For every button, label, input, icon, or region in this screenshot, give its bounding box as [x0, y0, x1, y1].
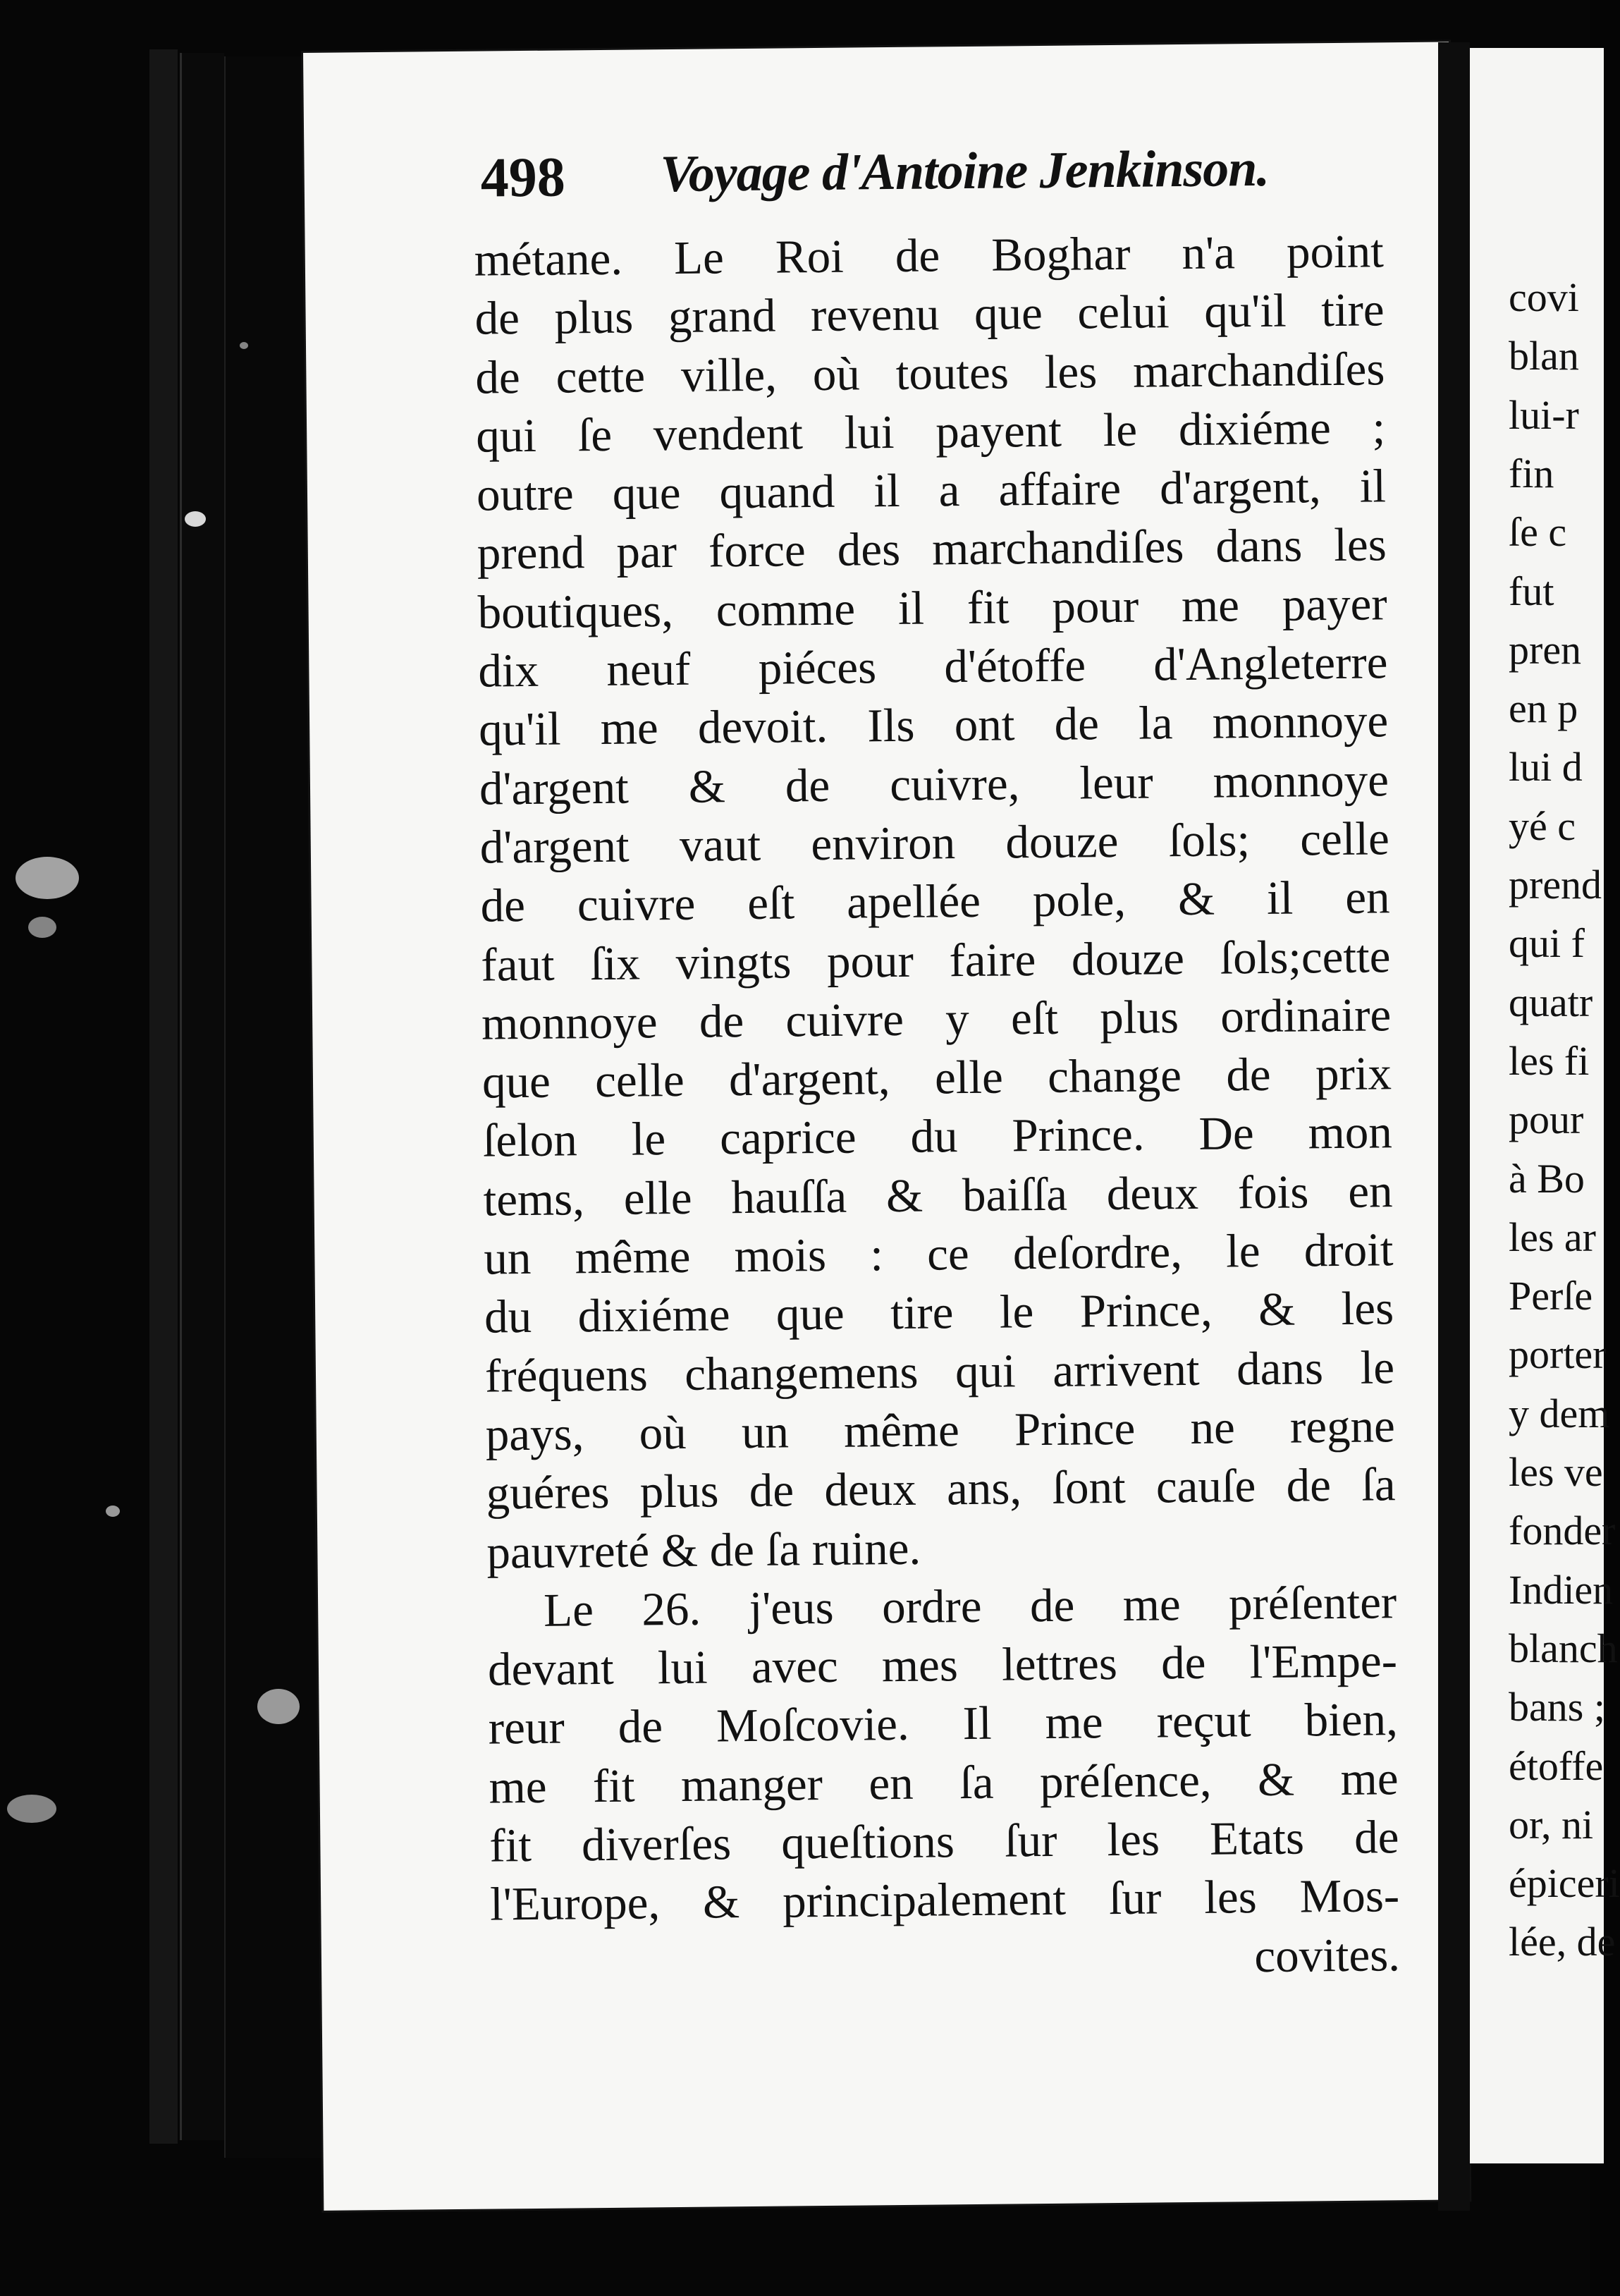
dust-speck	[28, 917, 56, 938]
next-page-line: les ve	[1509, 1449, 1603, 1495]
next-page-line: pour	[1509, 1097, 1584, 1143]
dust-speck	[106, 1506, 120, 1517]
running-title: Voyage d'Antoine Jenkinson.	[660, 139, 1270, 204]
dust-speck	[257, 1689, 300, 1724]
next-page-line: fut	[1509, 568, 1554, 614]
next-page-line: qui f	[1509, 920, 1585, 967]
next-page-fragment	[1470, 48, 1620, 2163]
next-page-line: les ar	[1509, 1214, 1596, 1260]
next-page-line: lui d	[1509, 744, 1583, 790]
binding-edge	[149, 49, 178, 2144]
page-fore-edge	[1438, 42, 1470, 2211]
text-line: boutiques, comme il fit pour me payer	[477, 578, 1387, 639]
next-page-line: covi	[1509, 274, 1579, 320]
next-page-line: en p	[1509, 685, 1578, 732]
text-line: qu'il me devoit. Ils ont de la monnoye	[478, 695, 1389, 757]
text-line: de cette ville, où toutes les marchandiſes	[475, 342, 1385, 404]
binding-spine	[180, 53, 224, 2140]
next-page-line: fonder	[1509, 1508, 1616, 1554]
next-page-line: pren	[1509, 626, 1582, 673]
dust-speck	[240, 342, 248, 349]
next-page-line: quatr	[1509, 979, 1593, 1025]
text-line: tems, elle hauſſa & baiſſa deux fois en	[483, 1164, 1393, 1226]
text-line: de cuivre eſt apellée pole, & il en	[480, 871, 1390, 932]
body-text	[474, 222, 1400, 1993]
next-page-line: ſe c	[1509, 509, 1567, 556]
next-page-line: étoffe	[1509, 1742, 1604, 1789]
text-line: d'argent vaut environ douze ſols; celle	[479, 812, 1390, 874]
text-line: pauvreté & de ſa ruine.	[486, 1522, 921, 1579]
next-page-line: à Bo	[1509, 1155, 1585, 1202]
next-page-line: blanch	[1509, 1625, 1618, 1671]
text-line: qui ſe vendent lui payent le dixiéme ;	[475, 401, 1386, 463]
next-page-line: les fi	[1509, 1037, 1590, 1084]
next-page-line: fin	[1509, 450, 1554, 496]
text-line: dix neuf piéces d'étoffe d'Angleterre	[478, 636, 1388, 697]
text-line: un même mois : ce deſordre, le droit	[484, 1223, 1394, 1285]
next-page-line: y dem	[1509, 1390, 1610, 1436]
text-line: pays, où un même Prince ne regne	[485, 1400, 1396, 1461]
text-line: du dixiéme que tire le Prince, & les	[484, 1282, 1394, 1343]
text-line: métane. Le Roi de Boghar n'a point	[474, 225, 1385, 286]
book-page	[303, 42, 1469, 2210]
text-line: ſelon le caprice du Prince. De mon	[482, 1106, 1393, 1168]
text-line: covites.	[1254, 1928, 1401, 1982]
next-page-line: lée, de	[1509, 1919, 1616, 1965]
next-page-line: or, ni	[1509, 1801, 1594, 1848]
next-page-line: porter	[1509, 1331, 1607, 1378]
text-line: reur de Moſcovie. Il me reçut bien,	[488, 1693, 1399, 1755]
running-head	[480, 138, 1397, 216]
page-number: 498	[480, 146, 566, 209]
text-line: prend par force des marchandiſes dans les	[477, 518, 1387, 580]
text-line: que celle d'argent, elle change de prix	[481, 1047, 1392, 1109]
next-page-line: épiceri	[1509, 1860, 1620, 1907]
text-line: fréquens changemens qui arrivent dans le	[484, 1341, 1395, 1403]
next-page-line: prend	[1509, 862, 1602, 908]
text-line: Le 26. j'eus ordre de me préſenter	[543, 1576, 1397, 1637]
text-line: d'argent & de cuivre, leur monnoye	[479, 753, 1389, 815]
text-line: devant lui avec mes lettres de l'Empe-	[487, 1635, 1398, 1696]
text-line: faut ſix vingts pour faire douze ſols;cette	[481, 929, 1391, 991]
dust-speck	[16, 857, 79, 899]
text-line: l'Europe, & principalement ſur les Mos-	[489, 1869, 1400, 1931]
dust-speck	[185, 511, 206, 527]
next-page-line: blan	[1509, 333, 1579, 379]
text-line: guéres plus de deux ans, ſont cauſe de ſa	[486, 1458, 1396, 1520]
text-line: de plus grand revenu que celui qu'il tire	[474, 283, 1385, 345]
next-page-line: Indien	[1509, 1566, 1614, 1613]
text-line: fit diverſes queſtions ſur les Etats de	[489, 1811, 1399, 1872]
next-page-line: Perſe	[1509, 1273, 1593, 1319]
dust-speck	[7, 1795, 56, 1823]
next-page-line: bans ;	[1509, 1684, 1605, 1730]
text-line: me fit manger en ſa préſence, & me	[489, 1752, 1399, 1814]
next-page-line: lui-r	[1509, 391, 1579, 438]
text-line: outre que quand il a affaire d'argent, il	[476, 460, 1387, 521]
next-page-line: yé c	[1509, 802, 1576, 849]
text-line: monnoye de cuivre y eſt plus ordinaire	[481, 989, 1392, 1050]
